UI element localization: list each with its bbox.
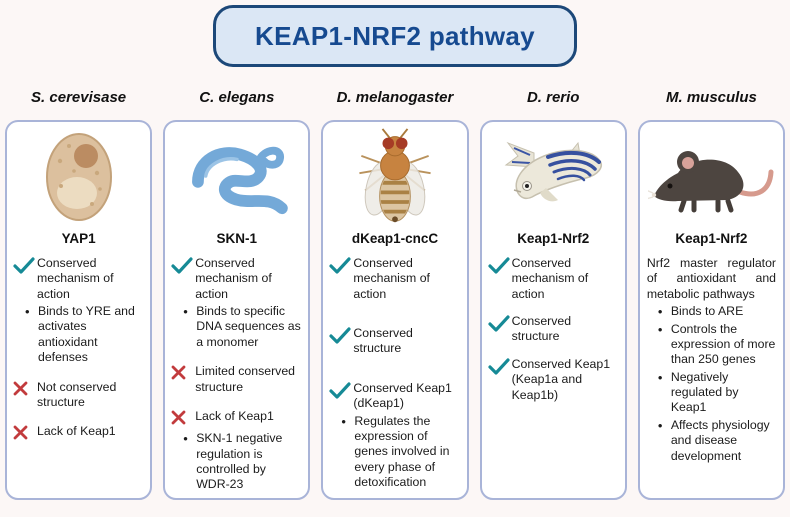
organism-column <box>163 89 310 500</box>
item-text: Binds to YRE and activates antioxidant defenses <box>38 304 135 365</box>
check-item <box>330 326 459 357</box>
feature-list <box>489 256 618 403</box>
item-text: SKN-1 negative regulation is controlled by WDR-23 <box>196 431 283 492</box>
feature-list <box>647 256 776 464</box>
feature-list <box>172 256 301 493</box>
checkmark-icon <box>329 381 353 403</box>
bullet-dot: • <box>25 304 30 320</box>
organism-column <box>638 89 785 500</box>
fly-illustration <box>353 127 437 227</box>
page-title: KEAP1-NRF2 pathway <box>255 20 535 51</box>
item-text: Conserved Keap1 (Keap1a and Keap1b) <box>511 356 611 402</box>
cross-item <box>14 424 143 444</box>
checkmark-icon <box>488 357 512 379</box>
check-item <box>172 256 301 302</box>
organism-column <box>321 89 468 500</box>
item-text: Lack of Keap1 <box>37 424 116 439</box>
item-text: Conserved structure <box>353 326 413 356</box>
bullet-dot: • <box>657 321 663 337</box>
checkmark-icon <box>329 256 353 278</box>
keap1-nrf2-pathway-figure <box>0 5 790 517</box>
feature-list <box>14 256 143 445</box>
check-item <box>489 314 618 345</box>
check-item <box>330 256 459 302</box>
species-name: D. rerio <box>526 89 580 106</box>
bullet-item <box>172 304 301 350</box>
item-text: Conserved Keap1 (dKeap1) <box>353 380 452 411</box>
organism-illustration-slot <box>14 127 143 227</box>
organism-illustration-slot <box>172 127 301 227</box>
zebrafish-illustration <box>500 137 606 217</box>
item-text: Conserved mechanism of action <box>511 256 589 301</box>
cross-item <box>172 364 301 395</box>
organism-illustration-slot <box>647 127 776 227</box>
protein-name: Keap1-Nrf2 <box>675 231 748 246</box>
bullet-dot: • <box>183 304 188 320</box>
bullet-dot: • <box>657 417 663 433</box>
item-text: Not conserved structure <box>37 379 117 409</box>
item-text: Nrf2 master regulator of antioxidant and metabolic pathways <box>646 256 777 301</box>
item-text: Binds to ARE <box>670 304 744 319</box>
cross-icon <box>13 424 37 444</box>
cross-icon <box>171 364 195 384</box>
organism-card <box>638 120 785 500</box>
item-text: Limited conserved structure <box>195 364 295 394</box>
bullet-dot: • <box>657 369 663 385</box>
checkmark-icon <box>13 256 37 278</box>
checkmark-icon <box>171 256 195 278</box>
item-text: Affects physiology and disease development <box>670 417 770 463</box>
organism-illustration-slot <box>489 127 618 227</box>
bullet-item <box>330 414 459 491</box>
worm-illustration <box>186 135 288 219</box>
check-item <box>14 256 143 302</box>
organism-card <box>5 120 152 500</box>
item-text: Binds to specific DNA sequences as a monomer <box>196 304 301 349</box>
cross-item <box>14 380 143 411</box>
cross-icon <box>13 380 37 400</box>
item-text: Conserved mechanism of action <box>353 256 430 301</box>
title-banner <box>213 5 577 67</box>
organism-card <box>480 120 627 500</box>
item-text: Conserved structure <box>511 314 572 344</box>
protein-name: SKN-1 <box>216 231 258 246</box>
item-text: Lack of Keap1 <box>195 408 274 423</box>
bullet-item <box>14 304 143 365</box>
protein-name: dKeap1-cncC <box>351 231 439 246</box>
organism-card <box>163 120 310 500</box>
species-name: M. musculus <box>665 89 757 106</box>
checkmark-icon <box>488 256 512 278</box>
organism-illustration-slot <box>330 127 459 227</box>
check-item <box>489 357 618 403</box>
item-text: Regulates the expression of genes involved in every phase of detoxification <box>354 413 450 489</box>
feature-list <box>330 256 459 490</box>
item-text: Controls the expression of more than 250 genes <box>670 321 776 367</box>
checkmark-icon <box>329 326 353 348</box>
organism-column <box>480 89 627 500</box>
protein-name: Keap1-Nrf2 <box>517 231 590 246</box>
check-item <box>330 381 459 412</box>
protein-name: YAP1 <box>61 231 96 246</box>
yeast-illustration <box>44 131 114 223</box>
cross-icon <box>171 409 195 429</box>
bullet-dot: • <box>657 304 663 320</box>
item-text: Conserved mechanism of action <box>195 256 272 301</box>
bullet-item <box>647 322 776 368</box>
bullet-dot: • <box>183 431 188 447</box>
cross-item <box>172 409 301 429</box>
bullet-item <box>647 304 776 320</box>
mouse-illustration <box>648 140 774 214</box>
species-name: D. melanogaster <box>336 89 454 106</box>
check-item <box>489 256 618 302</box>
plain-item <box>647 256 776 302</box>
species-name: C. elegans <box>199 89 275 106</box>
species-name: S. cerevisase <box>31 89 127 106</box>
bullet-dot: • <box>341 413 346 429</box>
checkmark-icon <box>488 314 512 336</box>
bullet-item <box>647 418 776 464</box>
item-text: Negatively regulated by Keap1 <box>670 369 739 415</box>
bullet-item <box>647 370 776 416</box>
organism-columns-row <box>0 89 790 500</box>
organism-card <box>321 120 468 500</box>
bullet-item <box>172 431 301 492</box>
item-text: Conserved mechanism of action <box>37 256 114 301</box>
organism-column <box>5 89 152 500</box>
